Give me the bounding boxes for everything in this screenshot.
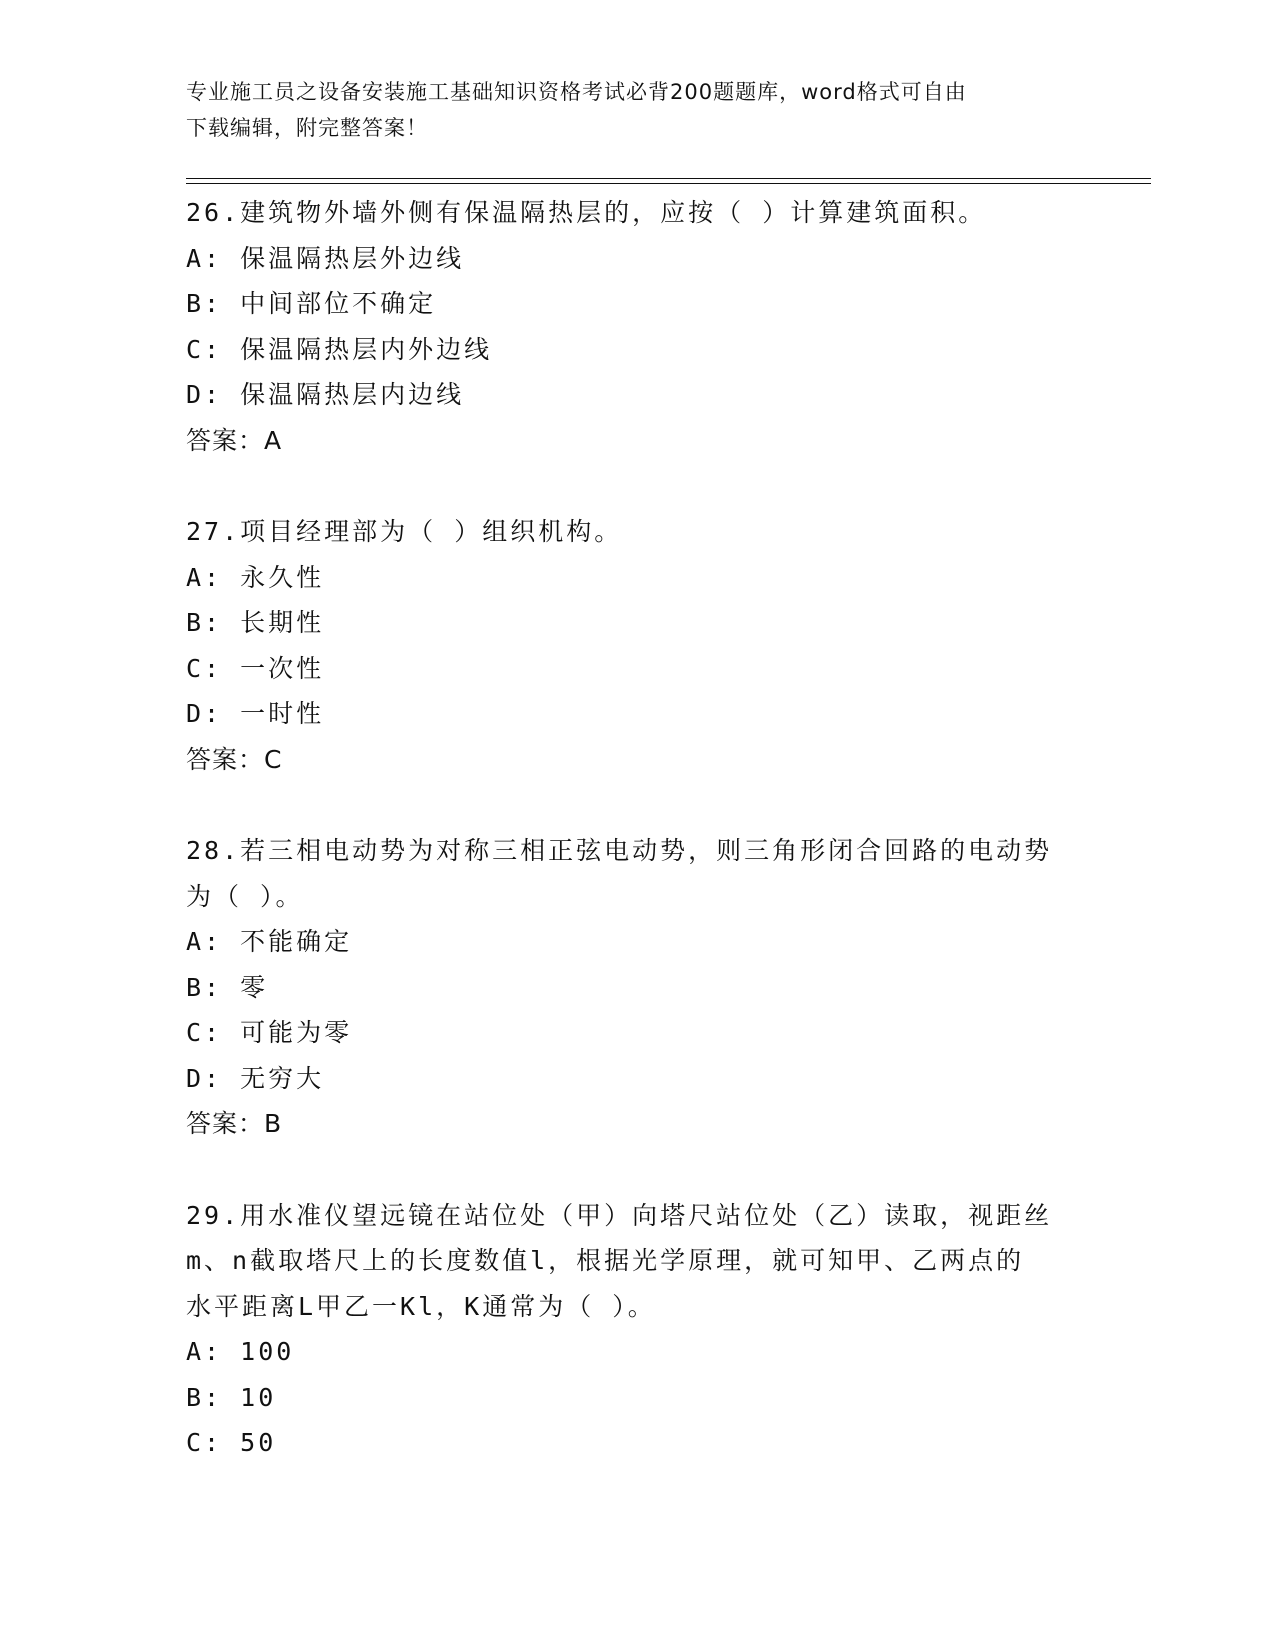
question-list [186, 190, 1086, 1512]
question-29 [186, 1193, 1086, 1466]
question-stem: 28.若三相电动势为对称三相正弦电动势，则三角形闭合回路的电动势 [186, 836, 1053, 865]
option-c: C: 保温隔热层内外边线 [186, 334, 493, 364]
option-c: C: 一次性 [186, 653, 325, 683]
option-d: D: 一时性 [186, 699, 325, 728]
question-28 [186, 828, 1086, 1147]
option-d: D: 无穷大 [186, 1063, 325, 1093]
header-line-1: 专业施工员之设备安装施工基础知识资格考试必背200题题库，word格式可自由 [186, 80, 967, 104]
answer-label: 答案：A [186, 425, 283, 455]
option-b: B: 中间部位不确定 [186, 289, 437, 318]
question-stem: 26.建筑物外墙外侧有保温隔热层的，应按（ ）计算建筑面积。 [186, 198, 987, 227]
answer-label: 答案：C [186, 744, 283, 774]
option-d: D: 保温隔热层内边线 [186, 380, 465, 409]
question-stem-continued: 水平距离L甲乙一Kl，K通常为（ ）。 [186, 1291, 656, 1321]
header-line-2: 下载编辑，附完整答案！ [186, 116, 428, 140]
option-c: C: 可能为零 [186, 1018, 353, 1047]
option-b: B: 长期性 [186, 608, 325, 637]
question-26 [186, 190, 1086, 463]
document-header [186, 74, 1066, 146]
question-27 [186, 509, 1086, 782]
option-a: A: 永久性 [186, 562, 325, 592]
question-stem-continued: m、n截取塔尺上的长度数值l，根据光学原理，就可知甲、乙两点的 [186, 1246, 1025, 1275]
option-a: A: 保温隔热层外边线 [186, 243, 465, 273]
option-b: B: 零 [186, 972, 269, 1002]
header-divider-top [186, 178, 1151, 179]
answer-label: 答案：B [186, 1109, 283, 1138]
option-a: A: 不能确定 [186, 927, 353, 956]
question-stem: 29.用水准仪望远镜在站位处（甲）向塔尺站位处（乙）读取，视距丝 [186, 1200, 1053, 1230]
option-c: C: 50 [186, 1428, 277, 1457]
header-divider-bottom [186, 183, 1151, 184]
question-stem-continued: 为（ ）。 [186, 881, 304, 911]
option-a: A: 100 [186, 1337, 295, 1366]
question-stem: 27.项目经理部为（ ）组织机构。 [186, 517, 623, 546]
option-b: B: 10 [186, 1382, 277, 1412]
